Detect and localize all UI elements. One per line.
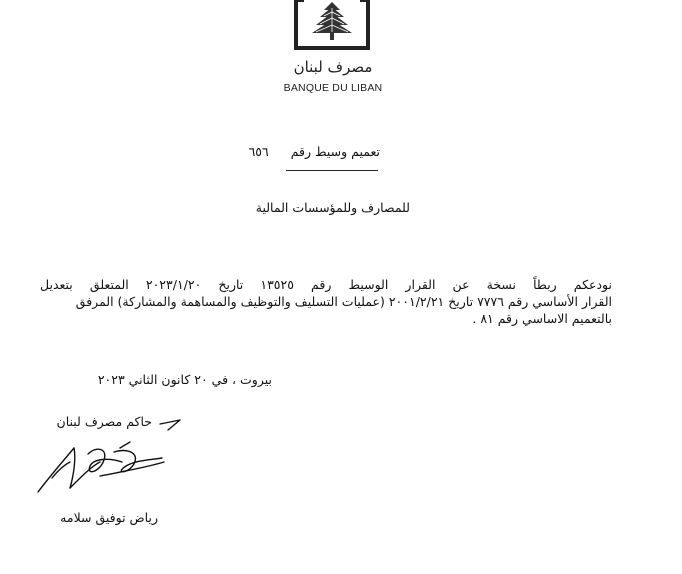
circular-number: ٦٥٦: [248, 144, 269, 159]
circular-label: تعميم وسيط رقم: [290, 144, 380, 159]
handwritten-signature-icon: [30, 418, 190, 500]
bank-name-arabic: مصرف لبنان: [293, 58, 373, 76]
signatory-name: رياض توفيق سلامه: [60, 510, 158, 525]
addressee: للمصارف وللمؤسسات المالية: [255, 200, 410, 215]
circular-heading: [249, 144, 380, 159]
bank-name-french: BANQUE DU LIBAN: [283, 82, 383, 94]
body-line-1: نودعكم ربطاً نسخة عن القرار الوسيط رقم ١٣٥٢٥ تاريخ ٢٠٢٣/١/٢٠ المتعلق بتعديل: [40, 277, 612, 292]
date-line: بيروت ، في ٢٠ كانون الثاني ٢٠٢٣: [97, 372, 272, 387]
body-line-2: القرار الأساسي رقم ٧٧٧٦ تاريخ ٢٠٠١/٢/٢١ (عمليات التسليف والتوظيف والمساهمة والمشاركة) المرفق: [75, 294, 612, 309]
signatory-title: حاكم مصرف لبنان: [56, 414, 152, 429]
body-line-3: بالتعميم الاساسي رقم ٨١ .: [472, 311, 612, 326]
letter-body: [40, 276, 612, 327]
cedar-tree-logo-icon: [294, 0, 370, 50]
heading-underline: [286, 170, 378, 171]
